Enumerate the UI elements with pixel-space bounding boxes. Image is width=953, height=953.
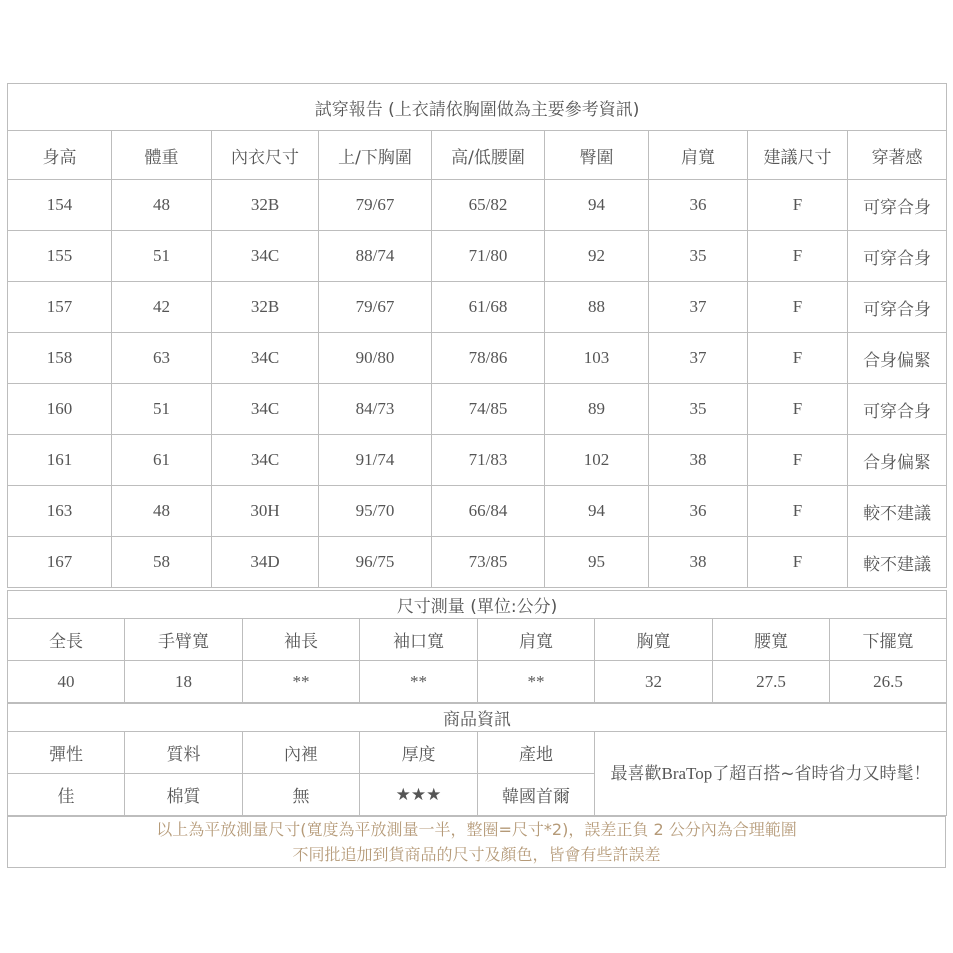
cell-bust: 84/73 [319,384,432,435]
cell-hip: 94 [545,486,649,537]
cell-fit-feel: 合身偏緊 [848,435,947,486]
cell-bust: 96/75 [319,537,432,588]
value-chest-width: 32 [595,661,713,703]
cell-bust: 91/74 [319,435,432,486]
header-suggested-size: 建議尺寸 [748,131,848,180]
cell-shoulder: 36 [649,180,748,231]
product-info-table [7,703,947,816]
cell-waist: 73/85 [432,537,545,588]
header-bra-size: 內衣尺寸 [212,131,319,180]
header-lining: 內裡 [243,732,360,774]
cell-shoulder: 36 [649,486,748,537]
cell-height: 154 [8,180,112,231]
value-shoulder-width: ** [478,661,595,703]
cell-height: 160 [8,384,112,435]
value-origin: 韓國首爾 [478,774,595,816]
footer-notes [8,817,946,868]
cell-height: 157 [8,282,112,333]
cell-height: 163 [8,486,112,537]
fit-report-row [8,384,947,435]
value-total-length: 40 [8,661,125,703]
value-lining: 無 [243,774,360,816]
cell-suggested-size: F [748,486,848,537]
cell-waist: 65/82 [432,180,545,231]
cell-weight: 63 [112,333,212,384]
cell-bra-size: 34D [212,537,319,588]
cell-bra-size: 32B [212,282,319,333]
footer-note-line-2: 不同批追加到貨商品的尺寸及顏色，皆會有些許誤差 [292,845,661,864]
cell-fit-feel: 可穿合身 [848,384,947,435]
cell-shoulder: 35 [649,384,748,435]
cell-suggested-size: F [748,537,848,588]
header-height: 身高 [8,131,112,180]
measurement-table [7,590,947,703]
cell-height: 158 [8,333,112,384]
header-waist: 高/低腰圍 [432,131,545,180]
cell-waist: 61/68 [432,282,545,333]
cell-shoulder: 38 [649,537,748,588]
cell-hip: 89 [545,384,649,435]
cell-suggested-size: F [748,333,848,384]
fit-report-table [7,83,947,588]
cell-height: 155 [8,231,112,282]
fit-report-row [8,231,947,282]
value-elasticity: 佳 [8,774,125,816]
cell-fit-feel: 較不建議 [848,537,947,588]
cell-waist: 71/83 [432,435,545,486]
fit-report-row [8,537,947,588]
fit-report-row [8,486,947,537]
cell-suggested-size: F [748,180,848,231]
cell-fit-feel: 可穿合身 [848,180,947,231]
cell-fit-feel: 較不建議 [848,486,947,537]
measurement-values-row [8,661,947,703]
header-thickness: 厚度 [360,732,478,774]
header-shoulder: 肩寬 [649,131,748,180]
header-chest-width: 胸寬 [595,619,713,661]
cell-waist: 78/86 [432,333,545,384]
cell-height: 167 [8,537,112,588]
header-bust: 上/下胸圍 [319,131,432,180]
cell-weight: 51 [112,231,212,282]
cell-weight: 48 [112,180,212,231]
product-info-header-row [8,732,947,774]
cell-hip: 94 [545,180,649,231]
product-note-suffix: 了超百搭~省時省力又時髦！ [712,763,931,784]
cell-fit-feel: 可穿合身 [848,231,947,282]
cell-suggested-size: F [748,282,848,333]
value-cuff-width: ** [360,661,478,703]
fit-report-row [8,180,947,231]
cell-hip: 88 [545,282,649,333]
cell-bust: 79/67 [319,180,432,231]
cell-bust: 79/67 [319,282,432,333]
product-note-brand: BraTop [661,763,713,783]
value-hem-width: 26.5 [830,661,947,703]
fit-report-row [8,333,947,384]
cell-shoulder: 37 [649,282,748,333]
fit-report-row [8,435,947,486]
cell-suggested-size: F [748,435,848,486]
value-material: 棉質 [125,774,243,816]
size-chart [7,83,946,868]
cell-suggested-size: F [748,384,848,435]
fit-report-title: 試穿報告 (上衣請依胸圍做為主要參考資訊) [8,84,947,131]
cell-bust: 95/70 [319,486,432,537]
value-waist-width: 27.5 [713,661,830,703]
value-sleeve-length: ** [243,661,360,703]
cell-bra-size: 30H [212,486,319,537]
header-origin: 產地 [478,732,595,774]
product-note-prefix: 最喜歡 [610,763,662,784]
cell-bra-size: 34C [212,333,319,384]
product-note [595,732,947,816]
value-arm-width: 18 [125,661,243,703]
header-total-length: 全長 [8,619,125,661]
cell-bust: 88/74 [319,231,432,282]
header-arm-width: 手臂寬 [125,619,243,661]
cell-hip: 92 [545,231,649,282]
header-hip: 臀圍 [545,131,649,180]
cell-weight: 51 [112,384,212,435]
cell-bra-size: 34C [212,435,319,486]
cell-weight: 58 [112,537,212,588]
header-shoulder-width: 肩寬 [478,619,595,661]
cell-shoulder: 38 [649,435,748,486]
cell-shoulder: 37 [649,333,748,384]
footer-notes-table [7,816,946,868]
cell-weight: 42 [112,282,212,333]
header-sleeve-length: 袖長 [243,619,360,661]
header-waist-width: 腰寬 [713,619,830,661]
cell-bra-size: 32B [212,180,319,231]
cell-waist: 66/84 [432,486,545,537]
cell-hip: 103 [545,333,649,384]
footer-note-line-1: 以上為平放測量尺寸(寬度為平放測量一半，整圈=尺寸*2)，誤差正負 2 公分內為合理範圍 [156,820,797,839]
cell-weight: 61 [112,435,212,486]
cell-hip: 95 [545,537,649,588]
cell-bra-size: 34C [212,384,319,435]
cell-shoulder: 35 [649,231,748,282]
cell-fit-feel: 合身偏緊 [848,333,947,384]
cell-weight: 48 [112,486,212,537]
cell-waist: 74/85 [432,384,545,435]
header-material: 質料 [125,732,243,774]
header-cuff-width: 袖口寬 [360,619,478,661]
product-info-title: 商品資訊 [8,704,947,732]
measurement-title: 尺寸測量 (單位:公分) [8,591,947,619]
cell-suggested-size: F [748,231,848,282]
header-weight: 體重 [112,131,212,180]
measurement-header-row [8,619,947,661]
cell-bust: 90/80 [319,333,432,384]
value-thickness-stars: ★★★ [360,774,478,816]
header-elasticity: 彈性 [8,732,125,774]
fit-report-header-row [8,131,947,180]
header-hem-width: 下擺寬 [830,619,947,661]
cell-bra-size: 34C [212,231,319,282]
cell-waist: 71/80 [432,231,545,282]
fit-report-row [8,282,947,333]
cell-fit-feel: 可穿合身 [848,282,947,333]
cell-hip: 102 [545,435,649,486]
cell-height: 161 [8,435,112,486]
header-fit-feel: 穿著感 [848,131,947,180]
